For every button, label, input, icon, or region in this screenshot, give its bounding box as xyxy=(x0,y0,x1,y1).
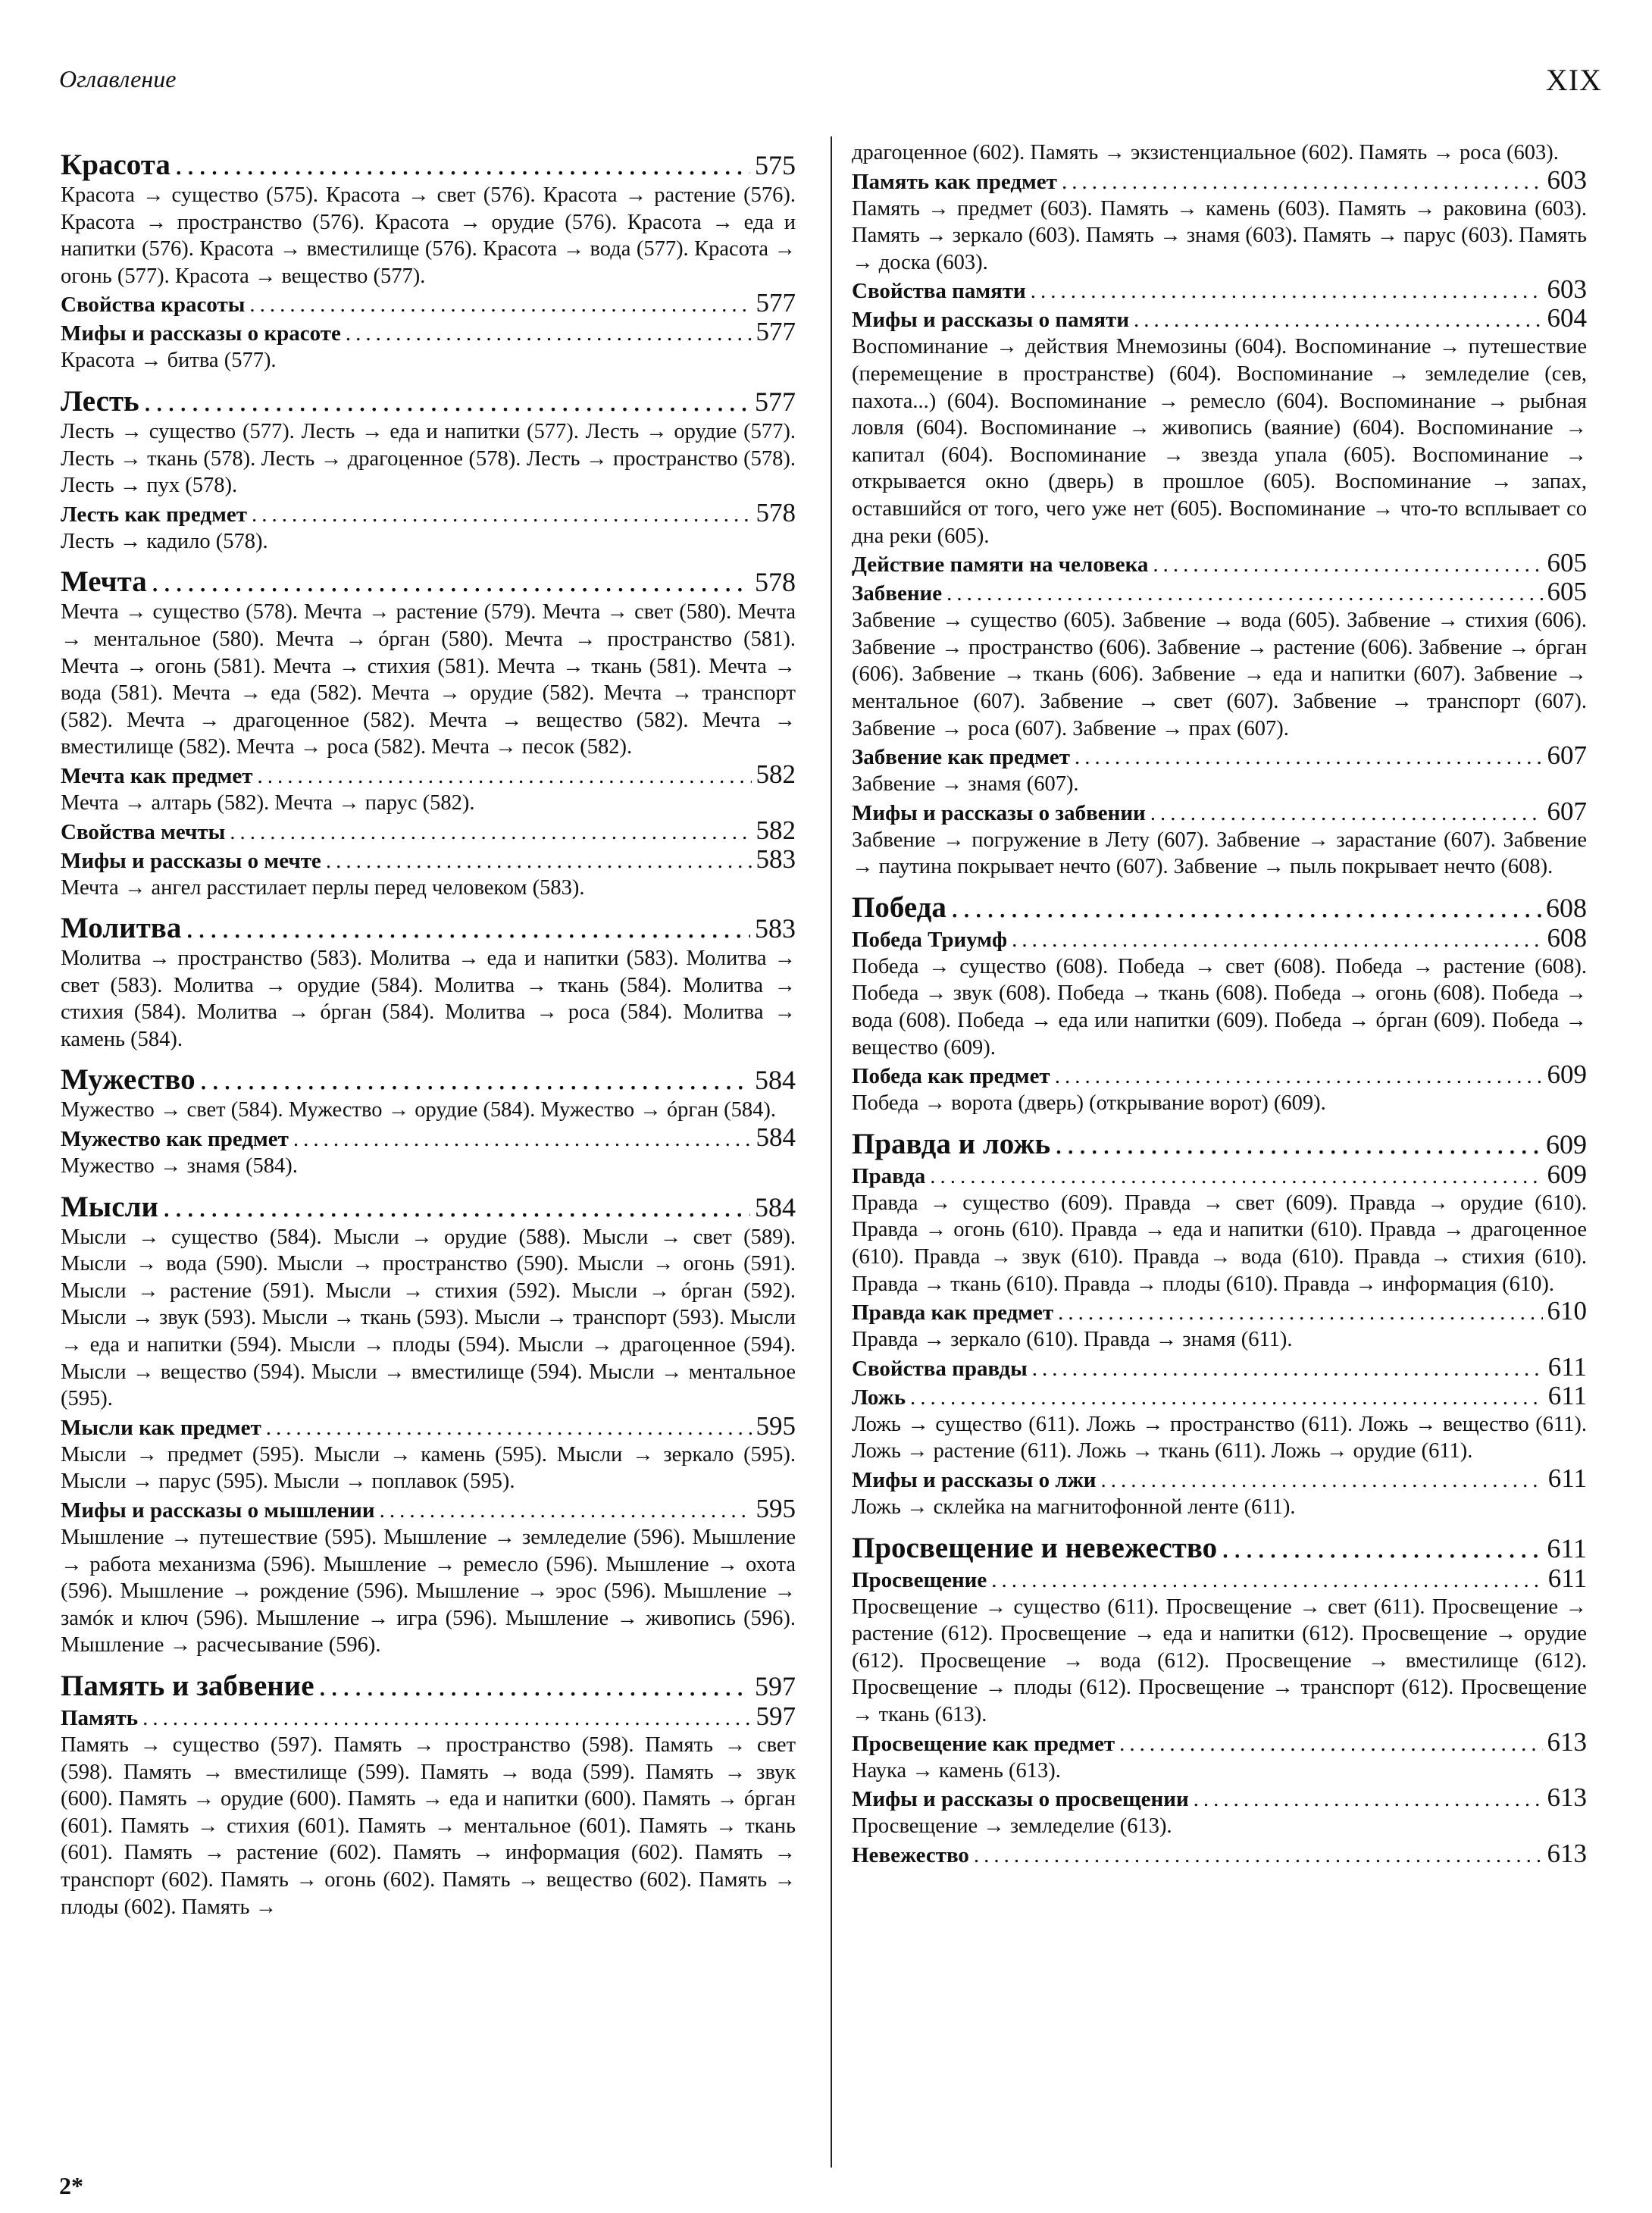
dot-leader xyxy=(346,320,752,347)
toc-chapter-heading xyxy=(61,912,796,945)
toc-entry xyxy=(852,1128,1587,1161)
toc-entry xyxy=(61,1670,796,1703)
entry-title: Мифы и рассказы о забвении xyxy=(852,800,1146,825)
toc-entry xyxy=(61,761,796,817)
entry-title: Просвещение как предмет xyxy=(852,1731,1115,1756)
dot-leader xyxy=(1055,1063,1543,1090)
toc-section-heading xyxy=(852,742,1587,771)
dot-leader xyxy=(1031,277,1543,305)
entry-title: Победа как предмет xyxy=(852,1064,1050,1089)
entry-page-number: 578 xyxy=(755,567,796,598)
entry-title: Правда и ложь xyxy=(852,1127,1051,1160)
dot-leader xyxy=(1134,306,1542,333)
toc-section-heading xyxy=(61,318,796,347)
toc-entry xyxy=(852,1784,1587,1840)
dot-leader xyxy=(1032,1355,1544,1382)
entry-page-number: 584 xyxy=(756,1122,796,1153)
dot-leader xyxy=(142,1704,751,1732)
toc-entry xyxy=(61,385,796,499)
dot-leader xyxy=(1062,168,1543,196)
dot-leader xyxy=(163,1191,750,1224)
entry-title: Мифы и рассказы о мечте xyxy=(61,848,321,873)
entry-page-number: 605 xyxy=(1547,548,1587,578)
toc-entry xyxy=(852,305,1587,549)
dot-leader xyxy=(1058,1299,1542,1326)
entry-page-number: 608 xyxy=(1546,892,1587,923)
entry-title: Правда как предмет xyxy=(852,1301,1054,1326)
entry-title: Забвение xyxy=(852,581,943,606)
toc-section-heading xyxy=(852,1351,1587,1382)
dot-leader xyxy=(230,819,751,846)
toc-entry xyxy=(61,1410,796,1495)
dot-leader xyxy=(951,891,1541,925)
entry-description: Мысли → предмет (595). Мысли → камень (595). Мысли → зеркало (595). Мысли → парус (595). Мысли → поплавок (595). xyxy=(61,1442,796,1494)
entry-page-number: 611 xyxy=(1547,1351,1587,1382)
entry-description: Память → предмет (603). Память → камень (603). Память → раковина (603). Память → зеркало (603). Память → знамя (603). Память → парус (603). Память → доска (603). xyxy=(852,196,1587,274)
entry-title: Мысли xyxy=(61,1190,158,1223)
entry-page-number: 609 xyxy=(1546,1128,1587,1160)
toc-section-heading xyxy=(852,1840,1587,1869)
entry-description: Забвение → погружение в Лету (607). Забвение → зарастание (607). Забвение → паутина покрывает нечто (607). Забвение → пыль покрывает нечто (608). xyxy=(852,828,1587,879)
toc-entry xyxy=(852,922,1587,1061)
toc-entry xyxy=(852,1532,1587,1565)
toc-entry xyxy=(852,549,1587,578)
entry-title: Мифы и рассказы о лжи xyxy=(852,1468,1097,1492)
toc-entry xyxy=(61,1063,796,1124)
entry-description: Воспоминание → действия Мнемозины (604). Воспоминание → путешествие (перемещение в пространстве) (604). Воспоминание → земледелие (сев, пахота...) (604). Воспоминание → ремесло (604). Воспоминание → рыбная ловля (604). Воспоминание → живопись (ваяние) (604). Воспоминание → капитал (604). Воспоминание → звезда упала (605). Воспоминание → открывается окно (дверь) в прошлое (605). Воспоминание → запах, оставшийся от того, чего уже нет (605). Воспоминание → что-то всплывает со дна реки (605). xyxy=(852,335,1587,548)
entry-title: Мечта xyxy=(61,565,147,599)
toc-entry xyxy=(852,891,1587,925)
entry-page-number: 611 xyxy=(1547,1463,1587,1493)
entry-page-number: 584 xyxy=(755,1065,796,1096)
entry-title: Мечта как предмет xyxy=(61,763,253,788)
entry-title: Мифы и рассказы о мышлении xyxy=(61,1498,375,1523)
entry-title: Мужество как предмет xyxy=(61,1127,289,1152)
toc-entry xyxy=(61,912,796,1053)
dot-leader xyxy=(1222,1532,1542,1565)
toc-section-heading xyxy=(61,761,796,790)
entry-title: Просвещение xyxy=(852,1567,987,1592)
entry-title: Свойства красоты xyxy=(61,293,246,318)
entry-page-number: 597 xyxy=(755,1670,796,1701)
toc-chapter-heading xyxy=(61,1063,796,1097)
dot-leader xyxy=(974,1842,1543,1869)
entry-description: Победа → ворота (дверь) (открывание ворот) (609). xyxy=(852,1091,1326,1116)
toc-entry xyxy=(852,1726,1587,1785)
entry-page-number: 595 xyxy=(756,1494,796,1523)
toc-entry xyxy=(61,1124,796,1180)
entry-page-number: 577 xyxy=(756,317,796,347)
toc-entry xyxy=(852,1382,1587,1465)
entry-page-number: 577 xyxy=(756,288,796,318)
entry-page-number: 603 xyxy=(1547,274,1587,305)
entry-title: Память и забвение xyxy=(61,1669,314,1702)
entry-title: Невежество xyxy=(852,1842,969,1867)
toc-section-heading xyxy=(852,578,1587,607)
entry-description: Наука → камень (613). xyxy=(852,1758,1061,1783)
dot-leader xyxy=(1150,800,1543,827)
dot-leader xyxy=(186,912,750,945)
dot-leader xyxy=(326,847,752,875)
toc-section-heading xyxy=(852,1297,1587,1326)
toc-section-heading xyxy=(852,922,1587,953)
toc-chapter-heading xyxy=(61,1670,796,1703)
dot-leader xyxy=(319,1670,750,1703)
dot-leader xyxy=(252,501,752,528)
column-divider xyxy=(831,136,832,2168)
entry-title: Мифы и рассказы о просвещении xyxy=(852,1787,1189,1812)
toc-section-heading xyxy=(852,1161,1587,1190)
entry-description: Мечта → алтарь (582). Мечта → парус (582). xyxy=(61,790,475,815)
printer-signature: 2* xyxy=(59,2172,83,2199)
continued-text: драгоценное (602). Память → экзистенциальное (602). Память → роса (603). xyxy=(852,141,1559,164)
toc-chapter-heading xyxy=(61,1191,796,1224)
dot-leader xyxy=(152,565,750,599)
entry-page-number: 608 xyxy=(1547,922,1587,953)
entry-description: Ложь → существо (611). Ложь → пространство (611). Ложь → вещество (611). Ложь → растение (611). Ложь → ткань (611). Ложь → орудие (611). xyxy=(852,1412,1587,1463)
entry-title: Правда xyxy=(852,1163,926,1188)
entry-page-number: 583 xyxy=(756,844,796,874)
entry-page-number: 595 xyxy=(756,1410,796,1441)
entry-title: Мифы и рассказы о памяти xyxy=(852,308,1130,333)
toc-entry xyxy=(852,1297,1587,1354)
toc-section-heading xyxy=(852,1382,1587,1411)
entry-page-number: 607 xyxy=(1547,796,1587,826)
entry-title: Победа Триумф xyxy=(852,927,1008,952)
dot-leader xyxy=(200,1063,750,1097)
entry-title: Молитва xyxy=(61,912,182,945)
toc-entry xyxy=(61,318,796,374)
entry-description: Просвещение → земледелие (613). xyxy=(852,1814,1172,1839)
toc-entry xyxy=(61,817,796,846)
right-column xyxy=(852,139,1587,1869)
dot-leader xyxy=(257,762,751,790)
dot-leader xyxy=(1153,551,1542,578)
entry-description: Мечта → ангел расстилает перлы перед человеком (583). xyxy=(61,875,585,900)
entry-description: Мышление → путешествие (595). Мышление → земледелие (596). Мышление → работа механизма (596). Мышление → ремесло (596). Мышление → охота (596). Мышление → рождение (596). Мышление → эрос (596). Мышление → замóк и ключ (596). Мышление → игра (596). Мышление → живопись (596). Мышление → расчесывание (596). xyxy=(61,1526,796,1657)
toc-entry xyxy=(852,742,1587,798)
entry-description: Ложь → склейка на магнитофонной ленте (611). xyxy=(852,1495,1296,1519)
entry-description: Забвение → существо (605). Забвение → вода (605). Забвение → стихия (606). Забвение → пространство (606). Забвение → растение (606). Забвение → óрган (606). Забвение → ткань (606). Забвение → еда и напитки (607). Забвение → ментальное (607). Забвение → свет (607). Забвение → транспорт (607). Забвение → роса (607). Забвение → прах (607). xyxy=(852,609,1587,740)
toc-section-heading xyxy=(852,276,1587,305)
entry-title: Ложь xyxy=(852,1385,906,1410)
entry-page-number: 583 xyxy=(755,913,796,944)
toc-section-heading xyxy=(61,499,796,528)
entry-title: Мужество xyxy=(61,1063,196,1097)
entry-title: Красота xyxy=(61,149,171,181)
entry-page-number: 613 xyxy=(1547,1838,1587,1868)
dot-leader xyxy=(144,385,750,418)
toc-entry xyxy=(852,1061,1587,1117)
toc-chapter-heading xyxy=(61,565,796,599)
entry-page-number: 603 xyxy=(1547,164,1587,195)
entry-description: Мужество → знамя (584). xyxy=(61,1154,298,1178)
entry-description: Красота → битва (577). xyxy=(61,349,277,373)
dot-leader xyxy=(930,1163,1542,1190)
toc-entry xyxy=(61,565,796,761)
entry-page-number: 584 xyxy=(755,1191,796,1222)
toc-entry xyxy=(852,1465,1587,1521)
dot-leader xyxy=(380,1497,752,1524)
entry-description: Победа → существо (608). Победа → свет (608). Победа → растение (608). Победа → звук (608). Победа → ткань (608). Победа → огонь (608). Победа → вода (608). Победа → еда или напитки (609). Победа → óрган (609). Победа → вещество (609). xyxy=(852,954,1587,1060)
entry-page-number: 609 xyxy=(1547,1159,1587,1189)
entry-title: Лесть как предмет xyxy=(61,502,247,527)
entry-page-number: 607 xyxy=(1547,740,1587,771)
dot-leader xyxy=(293,1125,752,1153)
entry-page-number: 613 xyxy=(1547,1783,1587,1813)
toc-section-heading xyxy=(61,817,796,846)
entry-page-number: 610 xyxy=(1547,1296,1587,1326)
entry-title: Свойства мечты xyxy=(61,819,226,844)
entry-page-number: 582 xyxy=(756,815,796,845)
toc-chapter-heading xyxy=(852,891,1587,925)
entry-title: Память xyxy=(61,1705,139,1730)
toc-entry xyxy=(852,798,1587,881)
entry-page-number: 597 xyxy=(756,1701,796,1731)
entry-title: Забвение как предмет xyxy=(852,745,1070,770)
left-column xyxy=(61,138,796,1920)
toc-section-heading xyxy=(852,164,1587,196)
toc-section-heading xyxy=(852,1726,1587,1758)
toc-entry xyxy=(852,164,1587,277)
entry-title: Свойства памяти xyxy=(852,279,1026,304)
toc-section-heading xyxy=(61,1703,796,1732)
entry-description: Забвение → знамя (607). xyxy=(852,772,1079,797)
entry-description: Правда → зеркало (610). Правда → знамя (611). xyxy=(852,1328,1293,1352)
entry-description: Мысли → существо (584). Мысли → орудие (588). Мысли → свет (589). Мысли → вода (590). Мысли → пространство (590). Мысли → огонь (591). Мысли → растение (591). Мысли → стихия (592). Мысли → óрган (592). Мысли → звук (593). Мысли → ткань (593). Мысли → транспорт (593). Мысли → еда и напитки (594). Мысли → плоды (594). Мысли → драгоценное (594). Мысли → вещество (594). Мысли → вместилище (594). Мысли → ментальное (595). xyxy=(61,1225,796,1411)
dot-leader xyxy=(266,1414,752,1441)
entry-description: Память → существо (597). Память → пространство (598). Память → свет (598). Память → вместилище (599). Память → вода (599). Память → звук (600). Память → орудие (600). Память → еда и напитки (600). Память → óрган (601). Память → стихия (601). Память → ментальное (601). Память → ткань (601). Память → растение (602). Память → информация (602). Память → транспорт (602). Память → огонь (602). Память → вещество (602). Память → плоды (602). Память → xyxy=(61,1733,796,1919)
entry-description: Красота → существо (575). Красота → свет (576). Красота → растение (576). Красота → пространство (576). Красота → орудие (576). Красота → еда и напитки (576). Красота → вместилище (576). Красота → вода (577). Красота → огонь (577). Красота → вещество (577). xyxy=(61,183,796,288)
dot-leader xyxy=(1055,1128,1541,1161)
toc-section-heading xyxy=(61,1410,796,1441)
toc-section-heading xyxy=(61,1495,796,1524)
toc-section-heading xyxy=(852,1061,1587,1090)
dot-leader xyxy=(946,580,1542,607)
entry-page-number: 605 xyxy=(1547,577,1587,607)
toc-entry xyxy=(852,1161,1587,1297)
entry-page-number: 577 xyxy=(755,386,796,417)
entry-title: Лесть xyxy=(61,384,139,418)
toc-chapter-heading xyxy=(852,1532,1587,1565)
entry-page-number: 609 xyxy=(1547,1060,1587,1090)
toc-entry xyxy=(852,578,1587,742)
entry-description: Правда → существо (609). Правда → свет (609). Правда → орудие (610). Правда → огонь (610). Правда → еда и напитки (610). Правда → драгоценное (610). Правда → звук (610). Правда → вода (610). Правда → стихия (610). Правда → ткань (610). Правда → плоды (610). Правда → информация (610). xyxy=(852,1191,1587,1296)
toc-section-heading xyxy=(61,846,796,875)
toc-chapter-heading xyxy=(61,149,796,182)
entry-title: Победа xyxy=(852,891,946,924)
entry-description: Мужество → свет (584). Мужество → орудие (584). Мужество → óрган (584). xyxy=(61,1098,776,1122)
entry-title: Мифы и рассказы о красоте xyxy=(61,321,341,346)
entry-page-number: 578 xyxy=(756,497,796,527)
dot-leader xyxy=(1119,1730,1542,1758)
dot-leader xyxy=(1012,926,1542,953)
entry-description: Лесть → существо (577). Лесть → еда и напитки (577). Лесть → орудие (577). Лесть → ткань (578). Лесть → драгоценное (578). Лесть → пространство (578). Лесть → пух (578). xyxy=(61,419,796,498)
entry-page-number: 611 xyxy=(1547,1380,1587,1410)
toc-section-heading xyxy=(852,1565,1587,1594)
toc-entry xyxy=(61,290,796,318)
entry-title: Свойства правды xyxy=(852,1356,1028,1381)
entry-page-number: 611 xyxy=(1547,1563,1587,1593)
entry-page-number: 604 xyxy=(1547,303,1587,333)
entry-title: Действие памяти на человека xyxy=(852,552,1149,578)
dot-leader xyxy=(175,149,750,182)
entry-page-number: 611 xyxy=(1547,1532,1587,1563)
dot-leader xyxy=(991,1567,1544,1594)
toc-entry xyxy=(61,846,796,902)
entry-title: Просвещение и невежество xyxy=(852,1531,1218,1564)
toc-entry xyxy=(852,276,1587,305)
toc-entry xyxy=(61,499,796,556)
dot-leader xyxy=(249,291,751,318)
toc-section-heading xyxy=(852,1784,1587,1813)
entry-description: Молитва → пространство (583). Молитва → еда и напитки (583). Молитва → свет (583). Молитва → орудие (584). Молитва → ткань (584). Молитва → стихия (584). Молитва → óрган (584). Молитва → роса (584). Молитва → камень (584). xyxy=(61,947,796,1051)
entry-page-number: 582 xyxy=(756,759,796,789)
toc-section-heading xyxy=(852,305,1587,333)
toc-section-heading xyxy=(61,1124,796,1153)
entry-page-number: 575 xyxy=(755,150,796,180)
toc-section-heading xyxy=(852,798,1587,827)
toc-chapter-heading xyxy=(852,1128,1587,1161)
entry-title: Память как предмет xyxy=(852,169,1057,194)
dot-leader xyxy=(1100,1466,1543,1494)
toc-entry xyxy=(852,1840,1587,1869)
toc-entry xyxy=(61,1703,796,1920)
running-title: Оглавление xyxy=(59,65,177,92)
entry-description: Просвещение → существо (611). Просвещение → свет (611). Просвещение → растение (612). Просвещение → еда и напитки (612). Просвещение → орудие (612). Просвещение → вода (612). Просвещение → вместилище (612). Просвещение → плоды (612). Просвещение → транспорт (612). Просвещение → ткань (613). xyxy=(852,1595,1587,1726)
toc-entry xyxy=(852,1351,1587,1382)
toc-section-heading xyxy=(852,549,1587,578)
toc-chapter-heading xyxy=(61,385,796,418)
entry-page-number: 613 xyxy=(1547,1726,1587,1757)
toc-entry xyxy=(61,1495,796,1659)
dot-leader xyxy=(1075,743,1543,771)
toc-section-heading xyxy=(852,1465,1587,1494)
toc-entry xyxy=(852,1565,1587,1729)
page-number: XIX xyxy=(1545,63,1602,97)
toc-entry xyxy=(61,149,796,290)
dot-leader xyxy=(1194,1786,1543,1813)
entry-description: Мечта → существо (578). Мечта → растение (579). Мечта → свет (580). Мечта → ментальное (580). Мечта → óрган (580). Мечта → пространство (581). Мечта → огонь (581). Мечта → стихия (581). Мечта → ткань (581). Мечта → вода (581). Мечта → еда (582). Мечта → орудие (582). Мечта → транспорт (582). Мечта → драгоценное (582). Мечта → вещество (582). Мечта → вместилище (582). Мечта → роса (582). Мечта → песок (582). xyxy=(61,600,796,759)
toc-entry xyxy=(61,1191,796,1413)
entry-description: Лесть → кадило (578). xyxy=(61,529,268,553)
entry-title: Мысли как предмет xyxy=(61,1415,261,1440)
toc-section-heading xyxy=(61,290,796,318)
dot-leader xyxy=(910,1384,1544,1411)
